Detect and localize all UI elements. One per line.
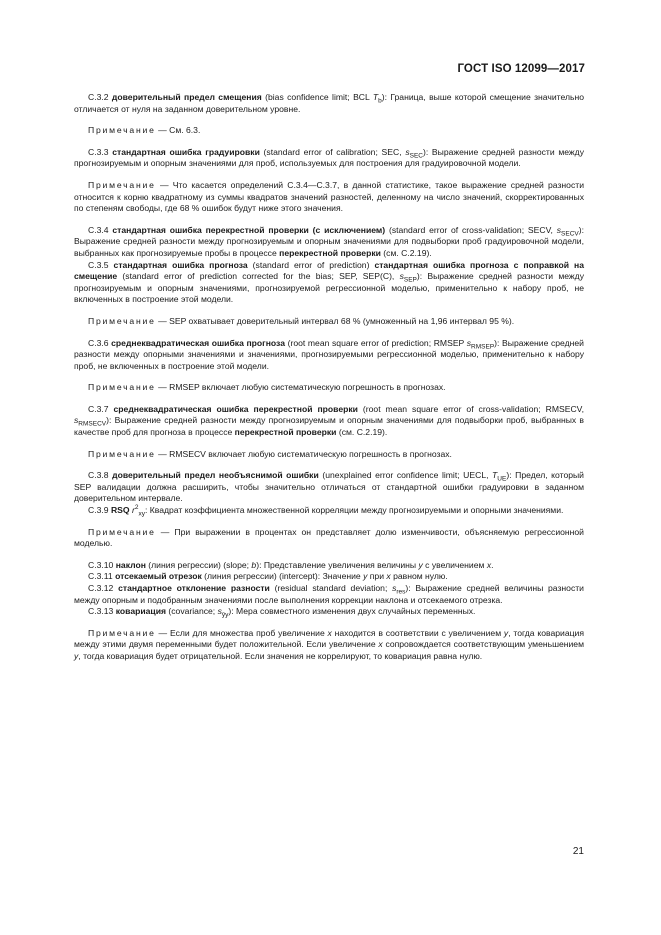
note-label: Примечание	[88, 382, 156, 393]
term: среднеквадратическая ошибка прогноза	[111, 337, 285, 348]
superscript: 2	[134, 504, 139, 512]
subscript: b	[378, 97, 382, 105]
text-run: ): Выражение средней разности между опорными значениями и значениями, прогнозируемыми регрессионной моделью, применительно к набору проб, не включенных в построение этой модели.	[74, 337, 584, 371]
text-run: ): Представление увеличения величины	[256, 559, 419, 570]
symbol: T	[492, 470, 498, 481]
note-paragraph	[74, 180, 584, 215]
subscript: RMSEP	[471, 343, 495, 351]
term: наклон	[115, 559, 146, 570]
symbol: s	[405, 146, 410, 157]
note-label: Примечание	[88, 315, 156, 326]
note-label: Примечание	[88, 448, 156, 459]
definition-paragraph	[74, 338, 584, 373]
text-run: , тогда ковариация между этими двумя переменными будет положительной. Если увеличение	[74, 627, 584, 650]
text-run: при	[367, 571, 387, 582]
text-run: равном нулю.	[390, 571, 448, 582]
text-run: C.3.10	[88, 559, 116, 570]
text-run: (covariance;	[166, 606, 218, 617]
text-run: находится в соответствии с увеличением	[331, 627, 504, 638]
text-run: ): Выражение средней разности между прогнозируемым и опорным значениями для проб, используемых для построения для градуировочной модели.	[74, 146, 584, 169]
text-run: C.3.4	[88, 224, 113, 235]
symbol: x	[486, 559, 492, 570]
term: ковариация	[115, 606, 166, 617]
term: стандартное отклонение разности	[118, 583, 270, 593]
text-run: (standard error of prediction)	[247, 259, 375, 270]
symbol: s	[217, 606, 222, 617]
subscript: SEP	[403, 276, 417, 284]
symbol: y	[74, 650, 79, 661]
text-run: (bias confidence limit; BCL	[261, 92, 373, 102]
symbol: x	[327, 627, 332, 638]
term: стандартная ошибка градуировки	[112, 146, 260, 157]
text-run: — Что касается определений C.3.4—C.3.7, в данной статистике, такое выражение средней разности относится к корню квадратному из суммы квадратов значений разностей, деленному на число значений, скорректированных по степеням свободы, где 68 % ошибок будут ниже этого значения.	[74, 179, 584, 214]
symbol: y	[503, 627, 509, 638]
subscript: ŷy	[221, 611, 229, 619]
text-run: (root mean square error of prediction; RMSEP	[285, 337, 467, 348]
text-run: (standard error of prediction corrected for the bias; SEP, SEP(C),	[117, 271, 400, 282]
symbol: T	[372, 92, 379, 102]
subscript: SEC	[409, 152, 423, 160]
definition-paragraph	[74, 147, 584, 170]
symbol: s	[399, 271, 404, 282]
text-run: (standard error of calibration; SEC,	[259, 146, 406, 157]
note-label: Примечание	[88, 526, 156, 537]
term: стандартная ошибка перекрестной проверки (с исключением)	[112, 224, 386, 235]
text-run: (unexplained error confidence limit; UECL,	[318, 470, 493, 481]
subscript: res	[396, 588, 406, 596]
text-run: ): Выражение средней величины разности между опорным и подобранным значениями после выполнения коррекции наклона и отсекаемого отрезка.	[74, 583, 584, 605]
text-run: (линия регрессии) (slope;	[145, 559, 252, 570]
definition-paragraph	[74, 404, 584, 439]
definition-paragraph	[74, 470, 584, 505]
document-code-header: ГОСТ ISO 12099—2017	[457, 63, 585, 75]
text-run: (линия регрессии) (intercept): Значение	[201, 571, 364, 582]
term: RSQ	[110, 505, 130, 516]
symbol: s	[392, 583, 397, 593]
text-run: : Квадрат коэффициента множественной корреляции между прогнозируемыми и опорными значениями.	[144, 505, 564, 516]
text-run: сопровождается соответствующим уменьшением	[382, 639, 584, 650]
term: доверительный предел необъяснимой ошибки	[112, 470, 319, 481]
text-run: (см. C.2.19).	[336, 427, 388, 438]
symbol: b	[251, 559, 257, 570]
note-label: Примечание	[88, 627, 156, 638]
text-run: — При выражении в процентах он представляет долю изменчивости, объясняемую регрессионной моделью.	[74, 526, 584, 549]
symbol: s	[556, 224, 562, 235]
text-run: — RMSEP включает любую систематическую погрешность в прогнозах.	[155, 382, 446, 393]
text-run: C.3.12	[88, 583, 119, 593]
term: среднеквадратическая ошибка перекрестной проверки	[113, 403, 358, 414]
note-paragraph	[74, 449, 584, 461]
text-run: ): Выражение средней разности между прогнозируемым и опорным значениями для подвыборки проб, выбранных в качестве проб для прогноза в процессе	[74, 415, 584, 438]
term: перекрестной проверки	[234, 427, 337, 438]
definition-paragraph	[74, 583, 584, 606]
text-run: C.3.13	[88, 606, 116, 617]
text-run: — RMSECV включает любую систематическую погрешность в прогнозах.	[155, 448, 452, 459]
text-run: ): Выражение средней разности между прогнозируемым и опорным значениями для подвыборки проб градуировочной модели, выбранных как прогнозируемые пробы в процессе	[74, 224, 584, 258]
text-run: — Если для множества проб увеличение	[155, 627, 328, 638]
text-run: ): Мера совместного изменения двух случайных переменных.	[228, 606, 476, 617]
symbol: x	[386, 571, 391, 582]
definition-paragraph	[74, 260, 584, 306]
symbol: x	[378, 639, 383, 650]
subscript: UE	[497, 475, 507, 483]
definition-paragraph	[74, 225, 584, 260]
term: перекрестной проверки	[279, 247, 381, 258]
text-run: C.3.8	[88, 470, 113, 481]
definition-paragraph	[74, 571, 584, 583]
symbol: y	[363, 571, 368, 582]
note-label: Примечание	[88, 125, 156, 136]
symbol: s	[74, 415, 79, 426]
note-paragraph	[74, 527, 584, 550]
subscript: RMSECV	[78, 421, 107, 429]
note-paragraph	[74, 125, 584, 137]
symbol: r	[131, 505, 135, 516]
text-run: ): Предел, который SEP валидации должна расширить, чтобы значительно отличаться от стандартной ошибки градуировки в заданном доверительном интервале.	[74, 470, 584, 504]
text-run: (residual standard deviation;	[269, 583, 393, 593]
text-run: C.3.9	[88, 505, 111, 516]
subscript: SECV	[561, 230, 579, 238]
text-run: ): Выражение средней разности между прогнозируемым и опорным значениями, прогнозируемой регрессионной моделью, применительно к набору проб, не включенных в построение этой модели.	[74, 271, 584, 305]
text-run: C.3.5	[88, 259, 114, 270]
definition-paragraph	[74, 560, 584, 572]
text-run: C.3.11	[88, 571, 116, 582]
subscript: xy	[138, 510, 145, 518]
text-run: (standard error of cross-validation; SECV,	[385, 224, 557, 235]
definition-paragraph	[74, 92, 584, 115]
term: доверительный предел смещения	[111, 92, 262, 102]
definition-paragraph	[74, 505, 584, 517]
text-run: с увеличением	[422, 559, 487, 570]
text-run: C.3.3	[88, 146, 113, 157]
definition-paragraph	[74, 606, 584, 618]
text-run: ): Граница, выше которой смещение значительно отличается от нуля на заданном доверительном уровне.	[74, 92, 584, 114]
text-run: (см. C.2.19).	[380, 247, 432, 258]
symbol: y	[418, 559, 423, 570]
text-run: (root mean square error of cross-validation; RMSECV,	[357, 403, 584, 414]
text-run: C.3.2	[88, 92, 112, 102]
text-run: — См. 6.3.	[155, 125, 201, 136]
text-run: , тогда ковариация будет отрицательной. Если значения не коррелируют, то ковариация равна нулю.	[78, 650, 483, 661]
page-number: 21	[572, 846, 584, 857]
text-run: — SEP охватывает доверительный интервал 68 % (умноженный на 1,96 интервал 95 %).	[155, 315, 515, 326]
term: стандартная ошибка прогноза с поправкой на смещение	[74, 259, 584, 282]
symbol: s	[466, 337, 472, 348]
text-run: C.3.7	[88, 403, 114, 414]
note-label: Примечание	[88, 179, 156, 190]
note-paragraph	[74, 382, 584, 394]
term: отсекаемый отрезок	[115, 571, 202, 582]
note-paragraph	[74, 316, 584, 328]
term: стандартная ошибка прогноза	[113, 259, 248, 270]
text-run: .	[491, 559, 494, 570]
note-paragraph	[74, 628, 584, 663]
document-body	[74, 92, 584, 663]
text-run: C.3.6	[88, 337, 112, 348]
